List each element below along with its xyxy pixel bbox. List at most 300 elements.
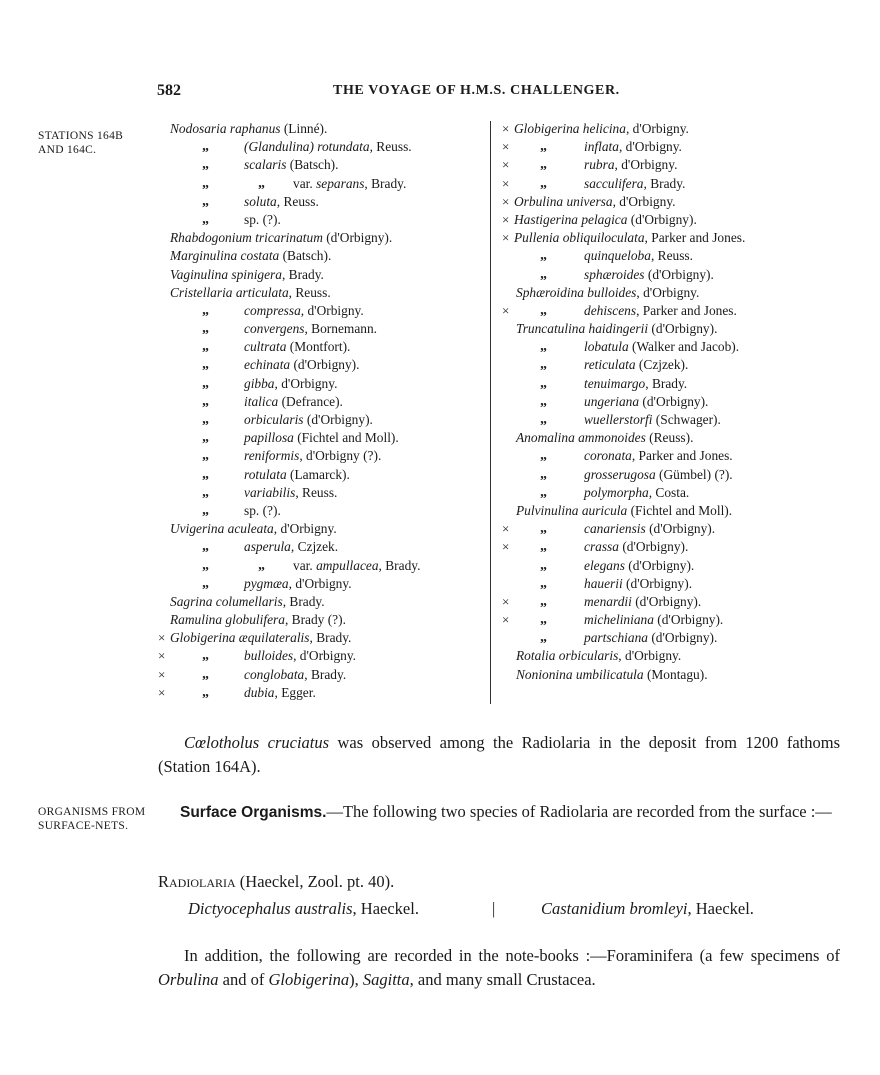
ditto-mark: „ [540, 339, 547, 355]
taxon-name: Ramulina globulifera [170, 612, 285, 628]
cross-mark: × [502, 593, 510, 609]
taxon-authority: , d'Orbigny. [636, 284, 700, 300]
species-separator: | [492, 899, 496, 918]
species-text [584, 629, 717, 647]
sidenote-organisms [38, 805, 145, 833]
paragraph-text: In addition, the following are recorded in the note-books :—Foraminifera (a few specimens of [184, 946, 840, 965]
species-entry [158, 211, 488, 229]
ditto-mark: „ [258, 557, 265, 573]
species-text [516, 284, 699, 302]
taxon-authority: (Gümbel) (?). [655, 466, 733, 482]
species-text [584, 175, 685, 193]
taxon-name: Globigerina helicina [514, 121, 626, 136]
species-entry [158, 593, 488, 611]
ditto-mark: „ [202, 175, 209, 191]
taxon-name: Globigerina æquilateralis [170, 630, 310, 646]
paragraph-coelotholus [158, 731, 840, 779]
species-text [516, 320, 717, 338]
column-divider [490, 121, 491, 704]
ditto-mark: „ [202, 302, 209, 318]
taxon-name: italica [244, 393, 279, 409]
taxon-authority: , Parker and Jones. [644, 230, 746, 246]
ditto-mark: „ [540, 466, 547, 482]
taxon-name: Uvigerina aculeata [170, 521, 274, 537]
taxon-name: dehiscens [584, 302, 637, 318]
taxon-name: menardii [584, 593, 632, 609]
ditto-mark: „ [258, 175, 265, 191]
species-entry [158, 411, 488, 429]
species-text [584, 466, 733, 484]
taxon-name: (Glandulina) rotundata [244, 139, 370, 155]
species-entry [158, 557, 488, 575]
species-text [170, 520, 337, 538]
taxon-authority: , d'Orbigny. [274, 375, 338, 391]
species-text [293, 557, 420, 575]
taxon-authority: , d'Orbigny. [273, 521, 337, 537]
sidenote-line: ORGANISMS FROM [38, 806, 146, 818]
species-text [584, 138, 682, 156]
species-entry [158, 393, 488, 411]
taxon-authority: , Brady. [645, 375, 688, 391]
taxon-name: Rotalia orbicularis [516, 648, 619, 664]
ditto-mark: „ [540, 557, 547, 573]
species-entry [502, 629, 802, 647]
taxon-authority: (Montfort). [286, 339, 351, 355]
species-author: , Haeckel. [687, 899, 754, 918]
species-text [170, 120, 327, 138]
ditto-mark: „ [540, 139, 547, 155]
species-entry [502, 356, 802, 374]
taxon-name: polymorpha [584, 484, 649, 500]
species-text [170, 284, 331, 302]
taxon-name: inflata [584, 139, 619, 155]
species-text [244, 338, 350, 356]
species-text [244, 138, 412, 156]
taxon-name: reticulata [584, 357, 636, 373]
species-text [584, 302, 737, 320]
taxon-authority: (d'Orbigny). [648, 321, 718, 337]
species-entry [158, 684, 488, 702]
species-name: Dictyocephalus australis [188, 899, 353, 918]
genus-name: Sagitta [362, 970, 410, 989]
paragraph-text: —The following two species of Radiolaria are recorded from the surface :— [326, 802, 832, 821]
species-text [584, 593, 701, 611]
species-entry [502, 120, 802, 138]
species-text [514, 120, 689, 138]
species-text [244, 411, 373, 429]
taxon-name: variabilis [244, 484, 296, 500]
species-entry [158, 175, 488, 193]
species-entry [158, 156, 488, 174]
taxon-authority: , Reuss. [369, 139, 412, 155]
ditto-mark: „ [540, 357, 547, 373]
species-text [516, 647, 681, 665]
taxon-name: ungeriana [584, 393, 640, 409]
species-text [244, 466, 350, 484]
species-entry [158, 447, 488, 465]
species-text [244, 211, 281, 229]
taxon-name: wuellerstorfi [584, 412, 653, 427]
species-entry [158, 429, 488, 447]
species-text [170, 229, 392, 247]
species-text [514, 193, 676, 211]
taxon-name: elegans [584, 557, 625, 573]
species-text [170, 611, 346, 629]
ditto-mark: „ [202, 430, 209, 446]
paragraph-text: , and many small Crustacea. [409, 970, 596, 989]
paragraph-text: and of [218, 970, 269, 989]
taxon-authority: (Defrance). [278, 393, 343, 409]
species-list-left [158, 120, 488, 702]
ditto-mark: „ [202, 211, 209, 227]
taxon-authority: (d'Orbigny). [624, 557, 695, 573]
species-text [244, 484, 337, 502]
taxon-name: asperula [244, 539, 291, 555]
taxon-authority: , Parker and Jones. [631, 448, 733, 464]
species-text [584, 520, 715, 538]
species-text [584, 338, 739, 356]
taxon-name: micheliniana [584, 612, 654, 628]
species-entry [158, 247, 488, 265]
ditto-mark: „ [202, 357, 209, 373]
species-text [584, 266, 714, 284]
taxon-authority: , Reuss. [650, 248, 693, 264]
species-entry [502, 611, 802, 629]
taxon-authority: , Egger. [274, 684, 316, 700]
page-number: 582 [157, 82, 181, 99]
taxon-name: compressa [244, 302, 301, 318]
species-entry [158, 502, 488, 520]
species-entry [502, 302, 802, 320]
taxon-authority: , d'Orbigny. [293, 648, 357, 664]
species-entry [502, 411, 802, 429]
taxon-authority: , Parker and Jones. [636, 302, 737, 318]
ditto-mark: „ [202, 684, 209, 700]
taxon-name: rotulata [244, 466, 287, 482]
taxon-authority: (Batsch). [279, 248, 332, 264]
species-entry [158, 538, 488, 556]
species-entry [502, 520, 802, 538]
ditto-mark: „ [540, 612, 547, 628]
taxon-name: tenuimargo [584, 375, 646, 391]
radiolaria-label: Radiolaria [158, 872, 236, 891]
cross-mark: × [502, 193, 510, 209]
taxon-authority: , Brady. [282, 593, 325, 609]
ditto-mark: „ [202, 321, 209, 337]
species-entry [158, 266, 488, 284]
ditto-mark: „ [540, 448, 547, 464]
species-text [170, 593, 325, 611]
taxon-name: Nonionina umbilicatula [516, 666, 644, 682]
taxon-name: Vaginulina spinigera [170, 266, 282, 282]
ditto-mark: „ [540, 266, 547, 282]
taxon-name: bulloides [244, 648, 294, 664]
prefix-text: var. [293, 175, 317, 191]
section-heading: Surface Organisms. [180, 804, 327, 821]
species-name: Castanidium bromleyi [541, 899, 688, 918]
species-text [584, 557, 694, 575]
taxon-name: ampullacea [316, 557, 379, 573]
sidenote-line: STATIONS 164B [38, 130, 124, 142]
taxon-authority: (Walker and Jacob). [628, 339, 740, 355]
taxon-name: partschiana [584, 630, 648, 646]
species-entry [502, 266, 802, 284]
species-text [244, 302, 364, 320]
cross-mark: × [158, 648, 166, 664]
species-text [516, 429, 693, 447]
species-entry [158, 575, 488, 593]
taxon-name: gibba [244, 375, 275, 391]
taxon-authority: , Bornemann. [304, 321, 378, 337]
ditto-mark: „ [540, 157, 547, 173]
taxon-authority: (d'Orbigny). [644, 266, 714, 282]
species-entry [158, 466, 488, 484]
radiolaria-ref: (Haeckel, Zool. pt. 40). [235, 872, 395, 891]
species-text [244, 375, 337, 393]
species-entry [158, 520, 488, 538]
taxon-name: convergens [244, 321, 305, 337]
prefix-text: sp. (?). [244, 211, 281, 227]
species-entry [158, 120, 488, 138]
ditto-mark: „ [202, 139, 209, 155]
taxon-authority: , Brady. [309, 630, 352, 646]
species-text [584, 356, 688, 374]
species-text [516, 502, 732, 520]
ditto-mark: „ [540, 393, 547, 409]
taxon-name: Pulvinulina auricula [516, 502, 628, 518]
taxon-authority: , d'Orbigny. [614, 157, 678, 173]
cross-mark: × [502, 211, 510, 227]
ditto-mark: „ [202, 157, 209, 173]
ditto-mark: „ [540, 593, 547, 609]
taxon-authority: , Reuss. [288, 284, 331, 300]
taxon-authority: , Brady. [378, 557, 421, 573]
ditto-mark: „ [202, 539, 209, 555]
species-entry [158, 284, 488, 302]
cross-mark: × [502, 230, 510, 246]
taxon-authority: , Reuss. [295, 484, 338, 500]
species-author: , Haeckel. [352, 899, 419, 918]
paragraph-text: ), [349, 970, 363, 989]
ditto-mark: „ [540, 175, 547, 191]
taxon-name: Marginulina costata [170, 248, 280, 264]
species-entry [502, 484, 802, 502]
taxon-name: Sphæroidina bulloides [516, 284, 637, 300]
taxon-name: separans [316, 175, 365, 191]
cross-mark: × [502, 539, 510, 555]
taxon-authority: , Brady. [281, 266, 324, 282]
taxon-authority: (Linné). [280, 121, 328, 136]
genus-name: Globigerina [268, 970, 350, 989]
species-entry [502, 156, 802, 174]
taxon-name: crassa [584, 539, 619, 555]
taxon-name: Truncatulina haidingerii [516, 321, 649, 337]
taxon-authority: , d'Orbigny. [618, 139, 682, 155]
species-entry [158, 647, 488, 665]
species-entry [502, 557, 802, 575]
taxon-name: papillosa [244, 430, 294, 446]
taxon-authority: (Batsch). [286, 157, 339, 173]
prefix-text: sp. (?). [244, 502, 281, 518]
taxon-authority: , d'Orbigny. [612, 193, 676, 209]
taxon-authority: (d'Orbigny). [647, 630, 718, 646]
taxon-name: Orbulina universa [514, 193, 613, 209]
species-entry [502, 138, 802, 156]
genus-name: Orbulina [158, 970, 219, 989]
taxon-name: grosserugosa [584, 466, 656, 482]
taxon-name: cultrata [244, 339, 287, 355]
species-entry [158, 302, 488, 320]
taxon-name: lobatula [584, 339, 629, 355]
taxon-name: Pullenia obliquiloculata [514, 230, 645, 246]
species-entry [502, 247, 802, 265]
species-text [244, 575, 352, 593]
species-text [244, 647, 356, 665]
running-title: THE VOYAGE OF H.M.S. CHALLENGER. [333, 83, 620, 98]
species-entry [502, 538, 802, 556]
species-entry [158, 629, 488, 647]
taxon-authority: , Brady (?). [284, 612, 346, 628]
species-entry [158, 320, 488, 338]
species-entry [502, 284, 802, 302]
taxon-authority: , d'Orbigny. [618, 648, 682, 664]
species-entry [502, 229, 802, 247]
species-text [584, 411, 721, 429]
species-entry [502, 502, 802, 520]
species-entry [502, 429, 802, 447]
taxon-name: Sagrina columellaris [170, 593, 283, 609]
ditto-mark: „ [202, 484, 209, 500]
ditto-mark: „ [540, 375, 547, 391]
species-text [170, 629, 351, 647]
taxon-name: scalaris [244, 157, 287, 173]
species-entry [502, 338, 802, 356]
taxon-name: Cristellaria articulata [170, 284, 289, 300]
species-entry [158, 611, 488, 629]
taxon-name: sphæroides [584, 266, 645, 282]
species-text [514, 211, 697, 229]
species-text [244, 447, 381, 465]
species-text [170, 266, 324, 284]
species-text [584, 156, 677, 174]
taxon-authority: , d'Orbigny. [625, 121, 689, 136]
taxon-name: quinqueloba [584, 248, 651, 264]
taxon-authority: , d'Orbigny (?). [299, 448, 382, 464]
species-text [584, 375, 687, 393]
taxon-authority: , d'Orbigny. [300, 302, 364, 318]
species-entry [502, 666, 802, 684]
taxon-name: hauerii [584, 575, 623, 591]
species-text [244, 356, 359, 374]
taxon-authority: (d'Orbigny). [631, 593, 702, 609]
species-text [584, 247, 693, 265]
species-entry [158, 229, 488, 247]
taxon-name: Nodosaria raphanus [170, 121, 281, 136]
ditto-mark: „ [202, 193, 209, 209]
ditto-mark: „ [540, 521, 547, 537]
taxon-authority: (Czjzek). [635, 357, 689, 373]
species-text [584, 484, 689, 502]
cross-mark: × [502, 521, 510, 537]
cross-mark: × [158, 666, 166, 682]
radiolaria-heading [158, 872, 394, 892]
ditto-mark: „ [202, 375, 209, 391]
ditto-mark: „ [202, 557, 209, 573]
ditto-mark: „ [202, 393, 209, 409]
taxon-authority: (d'Orbigny). [290, 357, 360, 373]
taxon-name: orbicularis [244, 412, 304, 427]
ditto-mark: „ [202, 648, 209, 664]
cross-mark: × [502, 139, 510, 155]
species-text [584, 447, 733, 465]
species-text [584, 611, 723, 629]
ditto-mark: „ [540, 248, 547, 264]
species-entry [502, 193, 802, 211]
sidenote-stations [38, 129, 123, 157]
cross-mark: × [502, 157, 510, 173]
species-text [584, 575, 692, 593]
species-text [244, 538, 338, 556]
taxon-authority: (d'Orbigny). [322, 230, 393, 246]
ditto-mark: „ [540, 302, 547, 318]
taxon-authority: (Fichtel and Moll). [293, 430, 399, 446]
taxon-authority: (d'Orbigny). [618, 539, 689, 555]
species-text [584, 538, 688, 556]
taxon-name: coronata [584, 448, 632, 464]
radiolaria-species-2 [541, 899, 754, 919]
taxon-authority: , d'Orbigny. [288, 575, 352, 591]
cross-mark: × [502, 302, 510, 318]
taxon-name: soluta [244, 193, 277, 209]
species-entry [502, 575, 802, 593]
species-entry [502, 393, 802, 411]
taxon-authority: (d'Orbigny). [653, 612, 724, 628]
taxon-name: canariensis [584, 521, 646, 537]
species-entry [158, 138, 488, 156]
species-entry [158, 356, 488, 374]
taxon-authority: (Montagu). [643, 666, 708, 682]
species-text [514, 229, 745, 247]
taxon-name: dubia [244, 684, 275, 700]
taxon-name: Anomalina ammonoides [516, 430, 646, 446]
species-text [170, 247, 331, 265]
taxon-authority: , Costa. [648, 484, 690, 500]
species-text [244, 502, 281, 520]
species-entry [502, 647, 802, 665]
ditto-mark: „ [202, 575, 209, 591]
species-text [244, 666, 346, 684]
taxon-name: rubra [584, 157, 615, 173]
taxon-authority: , Reuss. [276, 193, 319, 209]
species-text [244, 393, 343, 411]
species-entry [502, 320, 802, 338]
species-name: Cœlotholus cruciatus [184, 733, 330, 752]
taxon-authority: , Brady. [364, 175, 407, 191]
species-entry [158, 375, 488, 393]
ditto-mark: „ [202, 666, 209, 682]
ditto-mark: „ [540, 575, 547, 591]
taxon-authority: (Lamarck). [286, 466, 350, 482]
taxon-authority: , Brady. [304, 666, 347, 682]
species-text [584, 393, 708, 411]
ditto-mark: „ [202, 448, 209, 464]
taxon-authority: (d'Orbigny). [622, 575, 693, 591]
prefix-text: var. [293, 557, 317, 573]
taxon-name: echinata [244, 357, 291, 373]
taxon-authority: , Czjzek. [290, 539, 339, 555]
cross-mark: × [502, 612, 510, 628]
ditto-mark: „ [540, 484, 547, 500]
